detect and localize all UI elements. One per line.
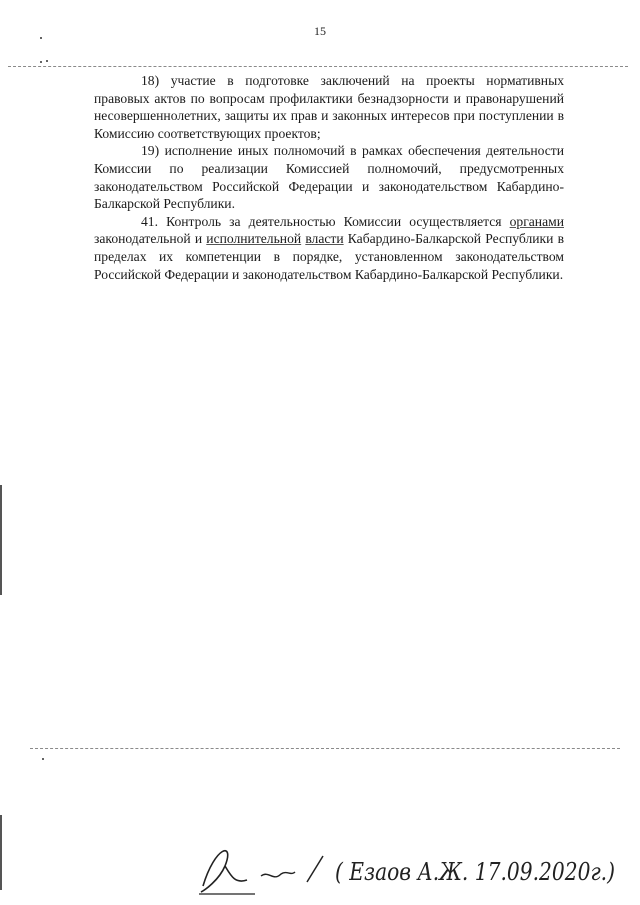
scan-dot	[42, 758, 44, 760]
paragraph-41-text: 41. Контроль за деятельностью Комиссии осуществляется	[141, 213, 510, 229]
scan-dot	[40, 37, 42, 39]
handwritten-signature	[195, 836, 620, 896]
top-fold-line	[8, 66, 628, 67]
document-body	[94, 72, 564, 283]
paragraph-41	[94, 213, 564, 283]
signature-note: ( Езаов А.Ж. 17.09.2020г.)	[335, 858, 615, 886]
underlined-word: исполнительной	[206, 231, 302, 247]
page-number: 15	[314, 24, 326, 38]
paragraph-18: 18) участие в подготовке заключений на проекты нормативных правовых актов по вопросам профилактики безнадзорности и правонарушений несовершеннолетних, защиты их прав и законных интересов при поступлении в Комиссию соответствующих проектов;	[94, 73, 564, 141]
left-scan-edge	[0, 485, 2, 595]
paragraph-41-text: Кабардино-Балкарской Республики в пределах их компетенции в порядке, установленном законодательством Российской Федерации и законодательством Кабардино-Балкарской Республики.	[94, 231, 564, 282]
paragraph-19: 19) исполнение иных полномочий в рамках обеспечения деятельности Комиссии по реализации Комиссией полномочий, предусмотренных законодательством Российской Федерации и законодательством Кабардино-Балкарской Республики.	[94, 143, 564, 212]
left-scan-edge	[0, 815, 2, 890]
scan-dot	[40, 61, 42, 63]
signature-stroke	[261, 872, 295, 877]
paragraph-41-text: законодательной и	[94, 231, 207, 247]
underlined-word: органами	[509, 213, 564, 229]
underlined-word: власти	[305, 231, 344, 247]
scan-dot	[46, 60, 48, 62]
signature-stroke	[307, 856, 323, 882]
signature-stroke	[201, 851, 247, 892]
bottom-fold-line	[30, 748, 620, 749]
